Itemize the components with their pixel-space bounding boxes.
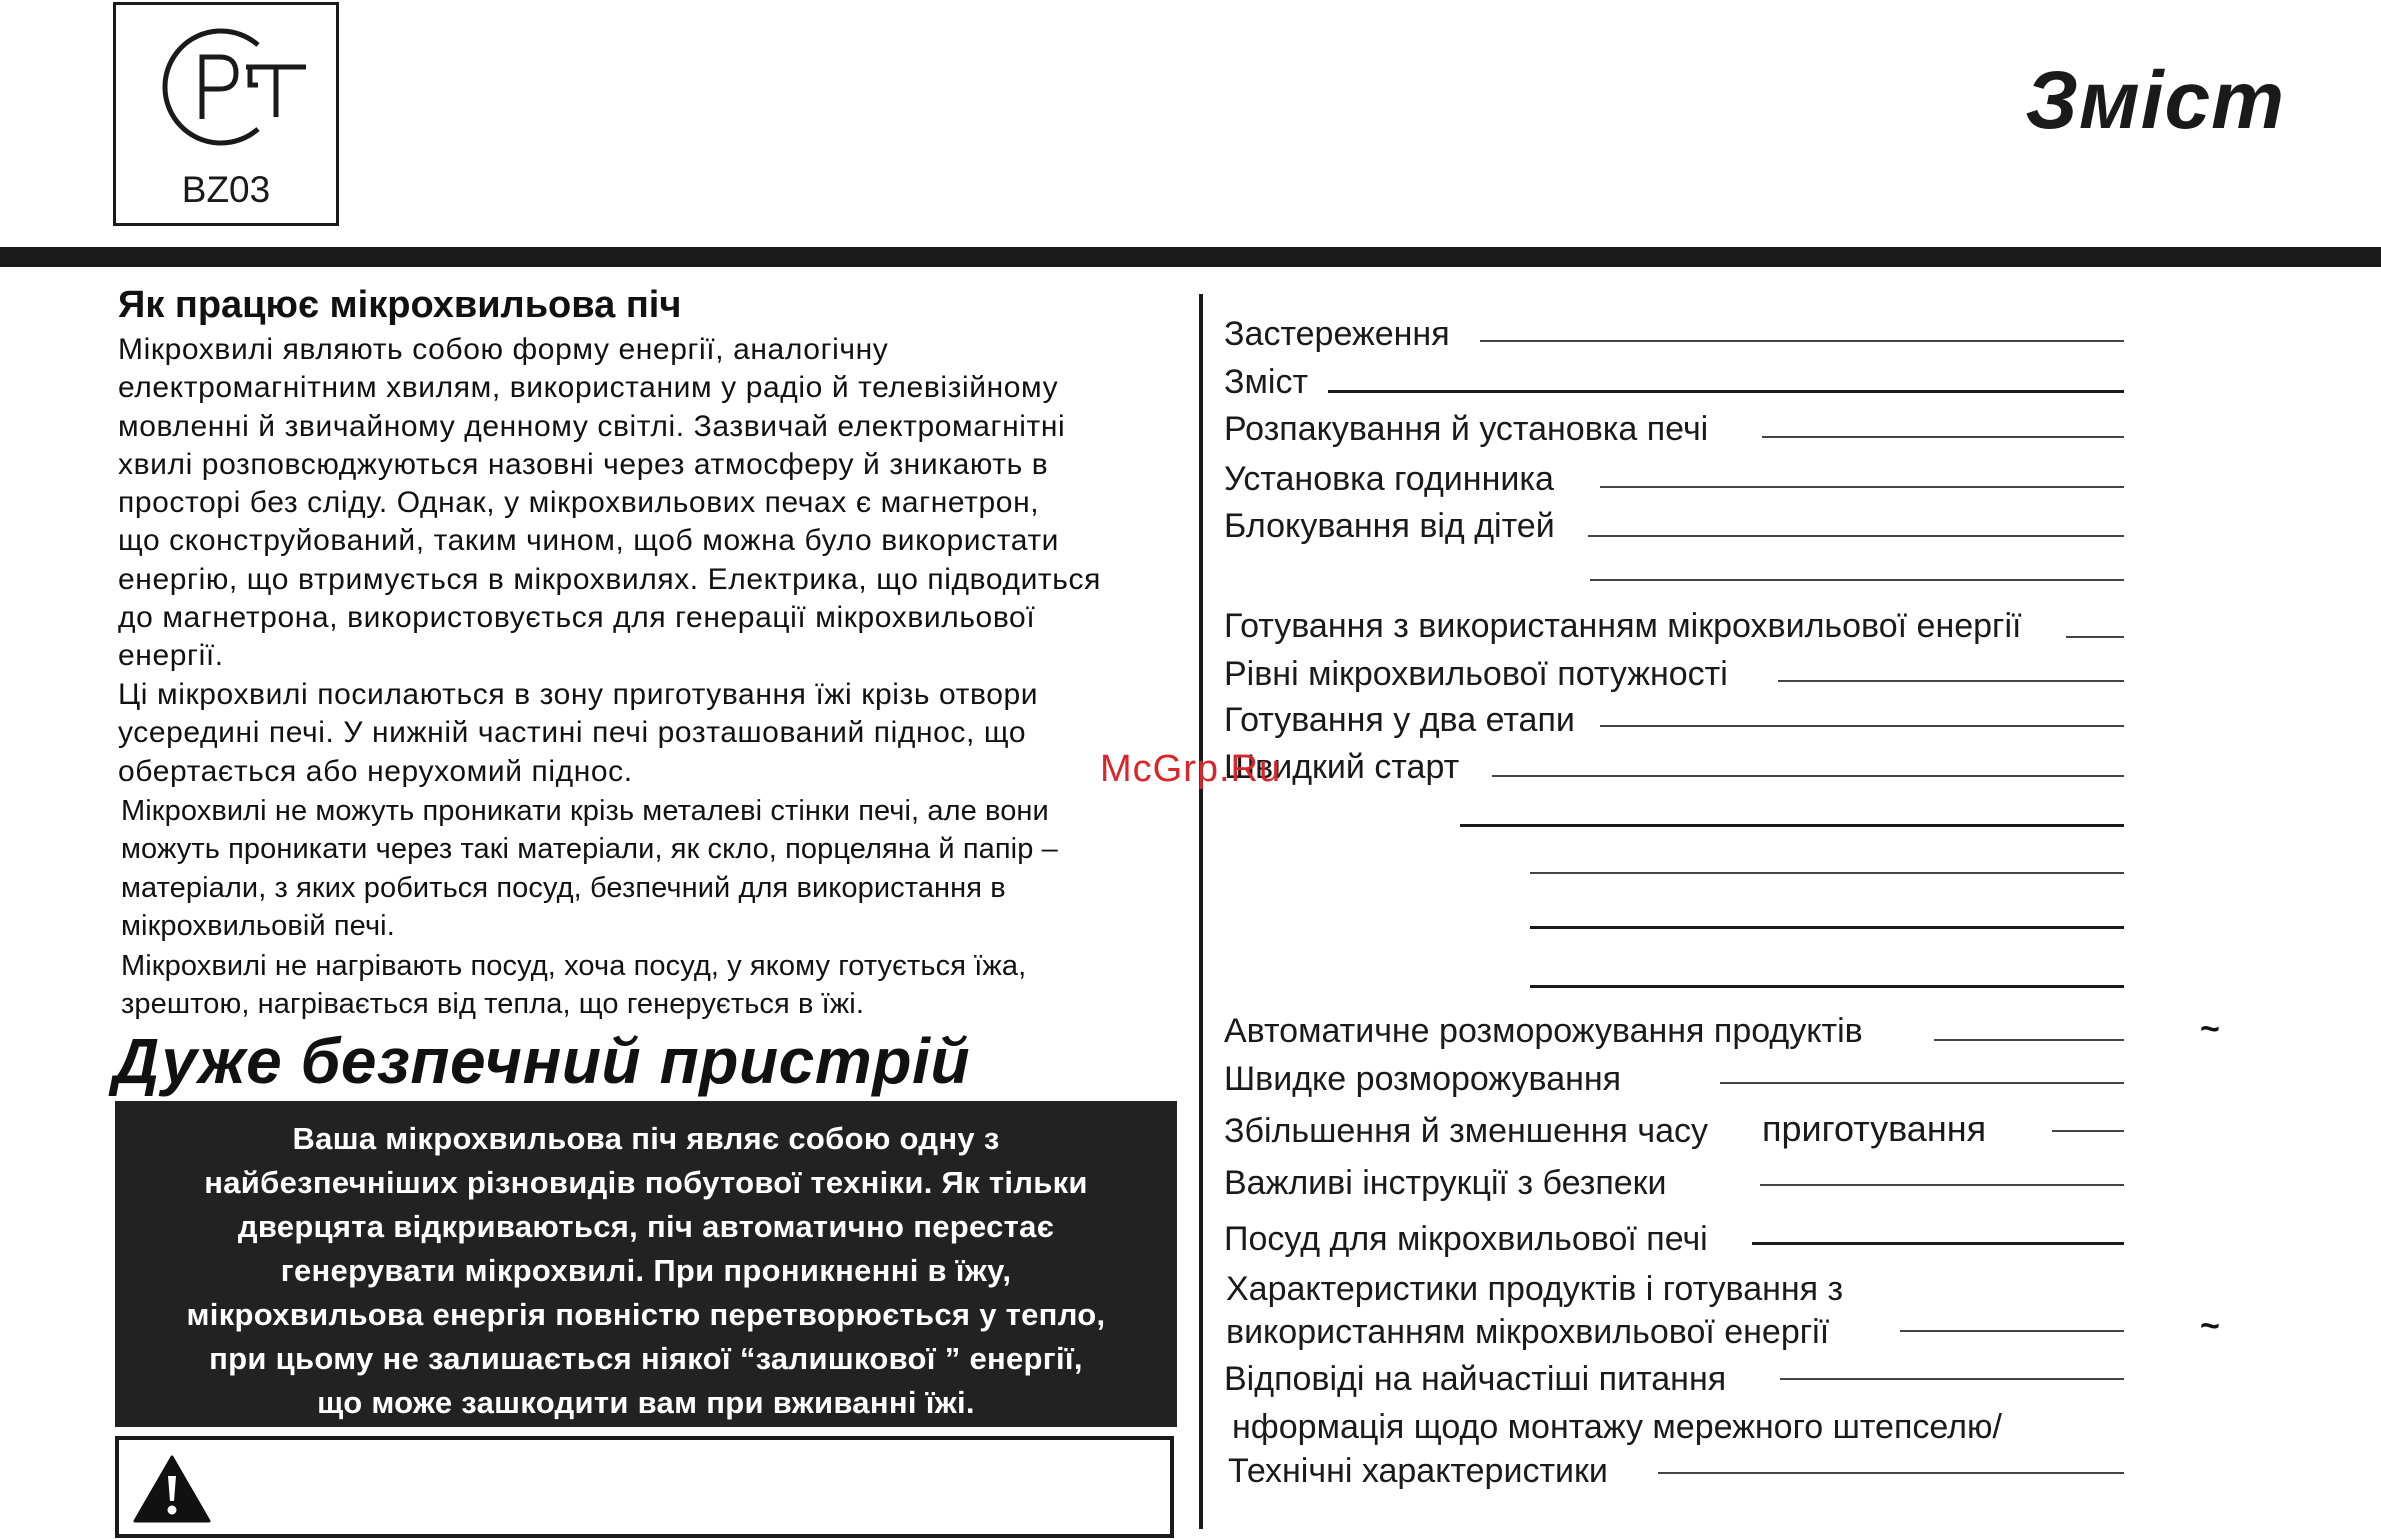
text-line: мовленні й звичайному денному світлі. Зазвичай електромагнітні [118,409,1066,443]
text-line: енергії. [118,639,224,673]
toc-leader-line [1480,340,2124,342]
paragraph-cooking-zone [118,676,1198,791]
toc-item-clock: Установка годинника [1224,460,1554,498]
toc-item-safety-instructions: Важливі інструкції з безпеки [1224,1164,1667,1202]
toc-item-specifications: Технічні характеристики [1228,1452,1608,1490]
toc-item-contents: Зміст [1224,363,1309,401]
toc-item-auto-defrost: Автоматичне розморожування продуктів [1224,1012,1863,1050]
text-line: можуть проникати через такі матеріали, як скло, порцеляна й папір – [121,833,1058,866]
toc-item-food-characteristics: Характеристики продуктів і готування з [1226,1270,1844,1308]
toc-leader-line [1492,775,2124,777]
toc-leader-line [1762,436,2124,438]
toc-leader-line [1658,1472,2124,1474]
text-line: просторі без сліду. Однак, у мікрохвильових печах є магнетрон, [118,486,1040,520]
paragraph-heating [121,947,1201,1024]
text-line: усередині печі. У нижній частині печі розташований піднос, що [118,716,1027,750]
toc-leader-line [1720,1082,2124,1084]
page-title: Зміст [2025,55,2285,146]
toc-item-two-stage: Готування у два етапи [1224,701,1575,739]
notice-line: Ваша мікрохвильова піч являє собою одну з [292,1121,1000,1156]
toc-leader-line [1530,872,2124,874]
toc-leader-line [1600,725,2124,727]
toc-leader-line [1530,985,2124,988]
toc-leader-line [1778,680,2124,682]
notice-line: мікрохвильова енергія повністю перетворюється у тепло, [186,1297,1106,1332]
text-line: енергію, що втримується в мікрохвилях. Електрика, що підводиться [118,562,1101,596]
tilde-mark: ~ [2200,1307,2220,1345]
header-divider [0,247,2381,267]
toc-item-quick-start: Швидкий старт [1224,748,1460,786]
toc-leader-line [1900,1330,2124,1332]
warning-triangle-icon [133,1454,211,1524]
toc-item-faq: Відповіді на найчастіші питання [1224,1360,1727,1398]
toc-leader-line [1460,824,2124,827]
toc-leader-line [1752,1242,2124,1245]
warning-box [115,1436,1174,1538]
toc-leader-line [1530,926,2124,929]
toc-leader-line [1600,486,2124,488]
toc-leader-line [1588,535,2124,537]
toc-leader-line [2052,1130,2124,1132]
text-line: хвилі розповсюджуються назовні через атмосферу й зникають в [118,447,1049,481]
notice-line: що може зашкодити вам при вживанні їжі. [317,1385,975,1420]
paragraph-materials [121,792,1201,945]
text-line: матеріали, з яких робиться посуд, безпечний для використання в [121,871,1006,904]
toc-leader-line [1590,579,2124,581]
text-line: обертається або нерухомий піднос. [118,754,633,788]
toc-item-time-adjust: Збільшення й зменшення часу [1224,1112,1709,1150]
toc-item-time-adjust-cooking: приготування [1762,1108,1987,1149]
section-heading: Як працює мікрохвильова піч [118,284,682,326]
notice-line: генерувати мікрохвилі. При проникненні в їжу, [280,1253,1012,1288]
safety-heading: Дуже безпечний пристрій [113,1025,971,1097]
toc-leader-line [1780,1378,2124,1380]
notice-line: при цьому не залишається ніякої “залишкової ” енергії, [209,1341,1083,1376]
text-line: Мікрохвилі не можуть проникати крізь металеві стінки печі, але вони [121,795,1049,827]
text-line: Ці мікрохвилі посилаються в зону приготування їжі крізь отвори [118,678,1039,711]
toc-item-cookware: Посуд для мікрохвильової печі [1224,1220,1708,1258]
watermark: McGrp.Ru [1100,748,1282,790]
toc-leader-line [1328,390,2124,393]
text-line: електромагнітним хвилям, використаним у радіо й телевізійному [118,371,1059,405]
toc-item-child-lock: Блокування від дітей [1224,507,1555,545]
text-line: Мікрохвилі являють собою форму енергії, аналогічну [118,333,889,366]
tilde-mark: ~ [2200,1010,2220,1048]
paragraph-intro [118,331,1198,676]
toc-leader-line [1760,1184,2124,1186]
certification-mark [113,2,339,226]
cert-code: BZ03 [181,169,271,210]
toc-item-quick-defrost: Швидке розморожування [1224,1060,1622,1098]
toc-leader-line [2066,636,2124,638]
notice-line: найбезпечніших різновидів побутової техніки. Як тільки [204,1165,1088,1200]
text-line: мікрохвильовій печі. [121,909,395,942]
toc-item-power-levels: Рівні мікрохвильової потужності [1224,655,1728,693]
toc-item-plug-info: нформація щодо монтажу мережного штепселю/ [1232,1408,2002,1446]
rst-logo-icon [146,27,312,147]
notice-line: дверцята відкриваються, піч автоматично перестає [237,1209,1055,1244]
text-line: Мікрохвилі не нагрівають посуд, хоча посуд, у якому готується їжа, [121,950,1027,982]
toc-item-warnings: Застереження [1224,315,1450,353]
toc-item-food-characteristics-cont: використанням мікрохвильової енергії [1226,1313,1830,1351]
toc-item-unpacking: Розпакування й установка печі [1224,410,1709,448]
text-line: зрештою, нагрівається від тепла, що генерується в їжі. [121,988,865,1021]
toc-item-microwave-cooking: Готування з використанням мікрохвильової енергії [1224,607,2022,645]
safety-notice-box [115,1101,1177,1427]
text-line: до магнетрона, використовується для генерації мікрохвильової [118,601,1036,635]
text-line: що сконструйований, таким чином, щоб можна було використати [118,524,1060,558]
toc-leader-line [1934,1039,2124,1041]
